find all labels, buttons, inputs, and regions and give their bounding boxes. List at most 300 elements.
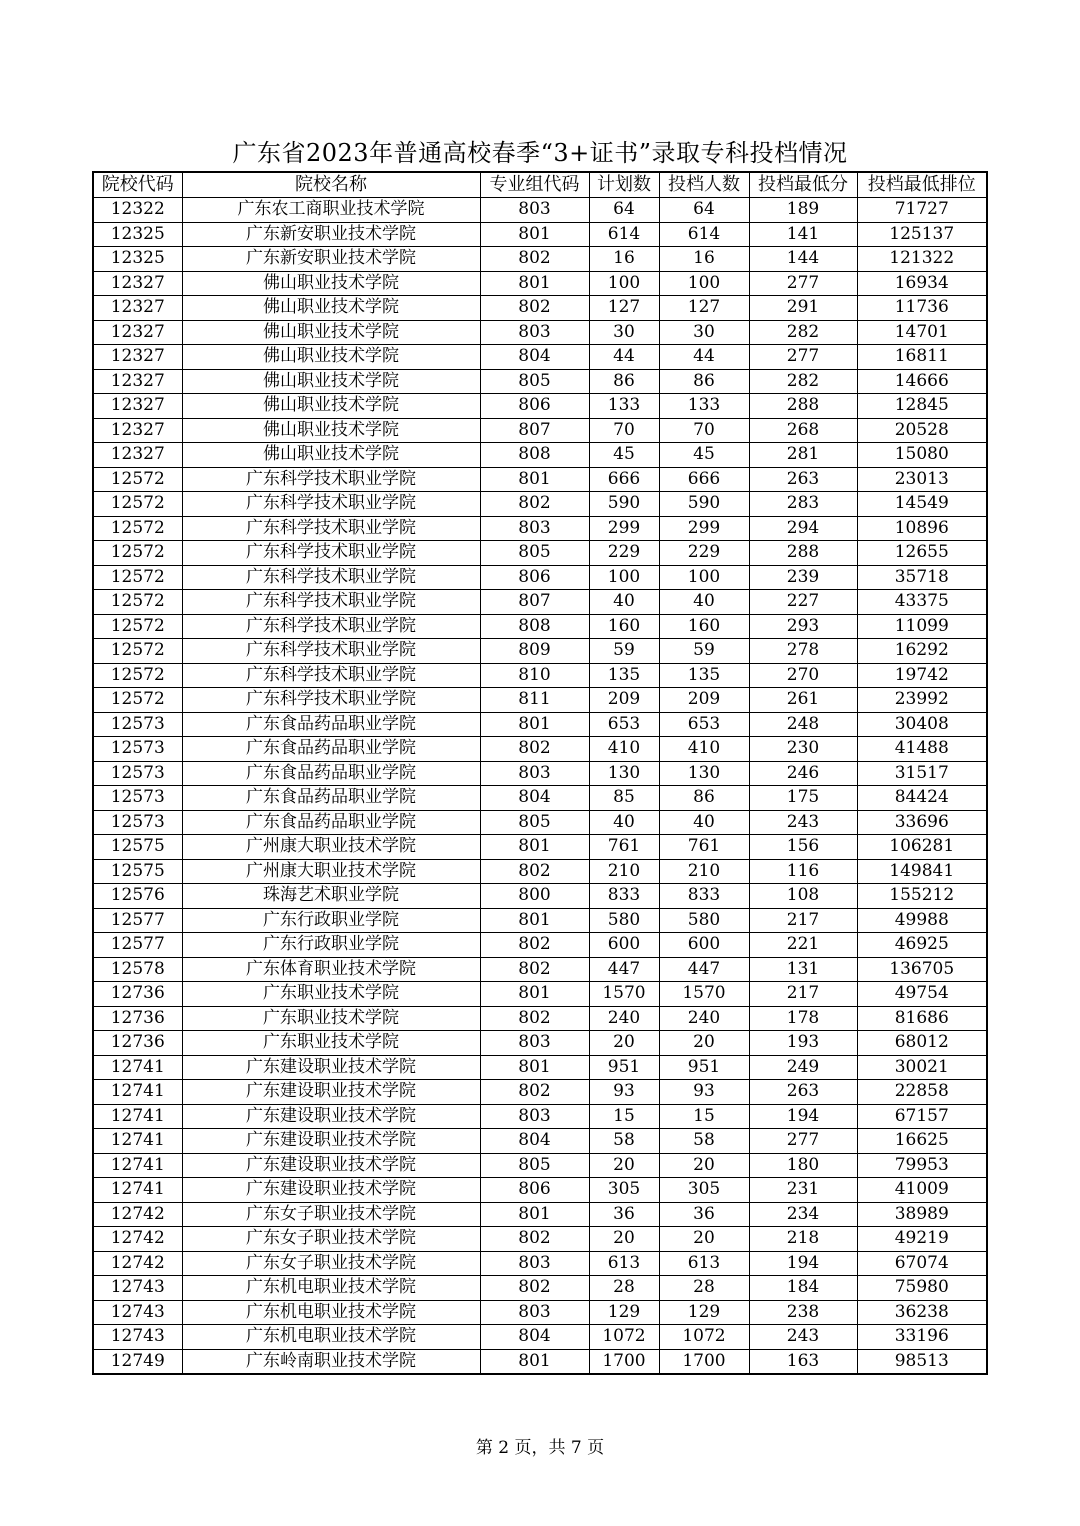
table-cell: 20 [589, 1153, 659, 1178]
table-cell: 805 [480, 1153, 589, 1178]
table-cell: 268 [749, 418, 857, 443]
table-cell: 666 [659, 467, 749, 492]
table-cell: 801 [480, 222, 589, 247]
table-cell: 广东科学技术职业学院 [182, 492, 480, 517]
table-row [93, 663, 987, 688]
table-cell: 12736 [93, 1006, 182, 1031]
table-row [93, 786, 987, 811]
table-cell: 613 [589, 1251, 659, 1276]
table-cell: 广东行政职业学院 [182, 908, 480, 933]
table-cell: 12572 [93, 516, 182, 541]
table-cell: 40 [659, 590, 749, 615]
table-cell: 22858 [857, 1080, 987, 1105]
table-cell: 58 [659, 1129, 749, 1154]
table-row [93, 1300, 987, 1325]
table-cell: 600 [659, 933, 749, 958]
table-cell: 12572 [93, 639, 182, 664]
table-cell: 40 [589, 810, 659, 835]
table-cell: 210 [589, 859, 659, 884]
table-cell: 600 [589, 933, 659, 958]
table-cell: 217 [749, 982, 857, 1007]
table-cell: 803 [480, 1251, 589, 1276]
table-cell: 801 [480, 908, 589, 933]
column-header: 院校代码 [93, 172, 182, 198]
table-cell: 12572 [93, 590, 182, 615]
table-cell: 240 [589, 1006, 659, 1031]
table-cell: 305 [589, 1178, 659, 1203]
table-cell: 293 [749, 614, 857, 639]
table-cell: 佛山职业技术学院 [182, 394, 480, 419]
table-cell: 12327 [93, 443, 182, 468]
table-cell: 36238 [857, 1300, 987, 1325]
table-cell: 803 [480, 1031, 589, 1056]
table-cell: 249 [749, 1055, 857, 1080]
table-cell: 12572 [93, 541, 182, 566]
table-cell: 广东建设职业技术学院 [182, 1055, 480, 1080]
table-cell: 116 [749, 859, 857, 884]
table-cell: 67074 [857, 1251, 987, 1276]
table-cell: 33696 [857, 810, 987, 835]
table-cell: 12572 [93, 565, 182, 590]
table-row [93, 1055, 987, 1080]
table-cell: 277 [749, 271, 857, 296]
table-row [93, 639, 987, 664]
table-cell: 41488 [857, 737, 987, 762]
table-cell: 194 [749, 1104, 857, 1129]
table-cell: 833 [659, 884, 749, 909]
table-row [93, 688, 987, 713]
table-cell: 278 [749, 639, 857, 664]
table-cell: 804 [480, 1129, 589, 1154]
table-cell: 广东女子职业技术学院 [182, 1202, 480, 1227]
table-cell: 270 [749, 663, 857, 688]
table-cell: 294 [749, 516, 857, 541]
table-cell: 广东科学技术职业学院 [182, 614, 480, 639]
table-cell: 12572 [93, 663, 182, 688]
table-cell: 100 [589, 565, 659, 590]
table-cell: 12573 [93, 737, 182, 762]
table-cell: 807 [480, 590, 589, 615]
table-cell: 263 [749, 1080, 857, 1105]
table-cell: 广州康大职业技术学院 [182, 859, 480, 884]
table-cell: 45 [589, 443, 659, 468]
table-cell: 178 [749, 1006, 857, 1031]
table-cell: 243 [749, 810, 857, 835]
table-row [93, 810, 987, 835]
table-row [93, 1325, 987, 1350]
table-cell: 804 [480, 786, 589, 811]
table-cell: 12327 [93, 394, 182, 419]
table-cell: 803 [480, 320, 589, 345]
table-row [93, 1349, 987, 1374]
table-cell: 20528 [857, 418, 987, 443]
table-cell: 803 [480, 761, 589, 786]
table-row [93, 1202, 987, 1227]
table-cell: 15 [659, 1104, 749, 1129]
table-cell: 67157 [857, 1104, 987, 1129]
table-cell: 184 [749, 1276, 857, 1301]
table-cell: 佛山职业技术学院 [182, 443, 480, 468]
table-cell: 156 [749, 835, 857, 860]
table-cell: 12325 [93, 247, 182, 272]
table-cell: 71727 [857, 198, 987, 223]
table-row [93, 198, 987, 223]
table-row [93, 1031, 987, 1056]
table-cell: 40 [659, 810, 749, 835]
table-cell: 14666 [857, 369, 987, 394]
table-cell: 佛山职业技术学院 [182, 418, 480, 443]
column-header: 计划数 [589, 172, 659, 198]
table-cell: 12743 [93, 1325, 182, 1350]
table-cell: 614 [589, 222, 659, 247]
table-cell: 240 [659, 1006, 749, 1031]
table-cell: 227 [749, 590, 857, 615]
table-cell: 佛山职业技术学院 [182, 271, 480, 296]
table-cell: 12572 [93, 467, 182, 492]
table-cell: 85 [589, 786, 659, 811]
table-row [93, 614, 987, 639]
table-cell: 86 [589, 369, 659, 394]
table-cell: 12327 [93, 296, 182, 321]
table-cell: 803 [480, 516, 589, 541]
table-cell: 45 [659, 443, 749, 468]
table-row [93, 369, 987, 394]
table-cell: 180 [749, 1153, 857, 1178]
table-cell: 590 [589, 492, 659, 517]
table-cell: 761 [659, 835, 749, 860]
table-cell: 68012 [857, 1031, 987, 1056]
table-cell: 广东体育职业技术学院 [182, 957, 480, 982]
page-footer: 第 2 页，共 7 页 [475, 1438, 605, 1458]
table-cell: 802 [480, 737, 589, 762]
table-cell: 广东科学技术职业学院 [182, 467, 480, 492]
table-cell: 43375 [857, 590, 987, 615]
table-cell: 801 [480, 982, 589, 1007]
table-cell: 广东食品药品职业学院 [182, 786, 480, 811]
table-cell: 809 [480, 639, 589, 664]
table-row [93, 737, 987, 762]
table-cell: 100 [659, 565, 749, 590]
table-row [93, 492, 987, 517]
table-cell: 广东科学技术职业学院 [182, 688, 480, 713]
table-cell: 12655 [857, 541, 987, 566]
table-cell: 803 [480, 1104, 589, 1129]
table-cell: 160 [659, 614, 749, 639]
table-cell: 144 [749, 247, 857, 272]
table-cell: 130 [589, 761, 659, 786]
table-cell: 141 [749, 222, 857, 247]
table-cell: 广东科学技术职业学院 [182, 541, 480, 566]
table-cell: 广东建设职业技术学院 [182, 1153, 480, 1178]
table-cell: 801 [480, 1349, 589, 1374]
table-cell: 30021 [857, 1055, 987, 1080]
table-cell: 802 [480, 492, 589, 517]
table-row [93, 296, 987, 321]
table-cell: 广东科学技术职业学院 [182, 516, 480, 541]
table-cell: 12573 [93, 761, 182, 786]
table-cell: 653 [659, 712, 749, 737]
table-cell: 802 [480, 1276, 589, 1301]
table-cell: 613 [659, 1251, 749, 1276]
table-cell: 807 [480, 418, 589, 443]
table-cell: 277 [749, 345, 857, 370]
table-cell: 802 [480, 957, 589, 982]
table-cell: 1570 [589, 982, 659, 1007]
table-cell: 佛山职业技术学院 [182, 320, 480, 345]
table-cell: 75980 [857, 1276, 987, 1301]
table-cell: 805 [480, 369, 589, 394]
table-cell: 243 [749, 1325, 857, 1350]
table-cell: 广东食品药品职业学院 [182, 737, 480, 762]
table-cell: 广东职业技术学院 [182, 1006, 480, 1031]
table-cell: 16625 [857, 1129, 987, 1154]
table-cell: 广东建设职业技术学院 [182, 1178, 480, 1203]
table-cell: 23992 [857, 688, 987, 713]
table-cell: 11736 [857, 296, 987, 321]
table-row [93, 761, 987, 786]
table-cell: 160 [589, 614, 659, 639]
table-cell: 16 [589, 247, 659, 272]
table-cell: 801 [480, 1202, 589, 1227]
table-cell: 64 [659, 198, 749, 223]
table-cell: 801 [480, 467, 589, 492]
column-header: 投档最低分 [749, 172, 857, 198]
table-cell: 193 [749, 1031, 857, 1056]
table-cell: 12573 [93, 712, 182, 737]
column-header: 院校名称 [182, 172, 480, 198]
table-cell: 12327 [93, 271, 182, 296]
table-cell: 802 [480, 296, 589, 321]
table-cell: 802 [480, 859, 589, 884]
table-cell: 803 [480, 198, 589, 223]
table-cell: 410 [659, 737, 749, 762]
table-cell: 1700 [589, 1349, 659, 1374]
table-row [93, 982, 987, 1007]
column-header: 投档人数 [659, 172, 749, 198]
table-cell: 281 [749, 443, 857, 468]
table-cell: 28 [589, 1276, 659, 1301]
table-cell: 10896 [857, 516, 987, 541]
table-cell: 23013 [857, 467, 987, 492]
table-cell: 133 [589, 394, 659, 419]
table-cell: 16934 [857, 271, 987, 296]
table-cell: 808 [480, 443, 589, 468]
table-cell: 106281 [857, 835, 987, 860]
table-cell: 20 [659, 1031, 749, 1056]
table-cell: 49219 [857, 1227, 987, 1252]
table-cell: 98513 [857, 1349, 987, 1374]
table-cell: 12572 [93, 492, 182, 517]
table-cell: 288 [749, 394, 857, 419]
table-cell: 447 [589, 957, 659, 982]
table-cell: 248 [749, 712, 857, 737]
table-cell: 广东科学技术职业学院 [182, 639, 480, 664]
table-row [93, 835, 987, 860]
table-cell: 33196 [857, 1325, 987, 1350]
table-cell: 133 [659, 394, 749, 419]
table-cell: 811 [480, 688, 589, 713]
table-cell: 761 [589, 835, 659, 860]
table-cell: 30 [659, 320, 749, 345]
table-cell: 12742 [93, 1227, 182, 1252]
table-cell: 209 [589, 688, 659, 713]
table-row [93, 271, 987, 296]
table-cell: 127 [589, 296, 659, 321]
table-cell: 1072 [589, 1325, 659, 1350]
table-cell: 189 [749, 198, 857, 223]
table-cell: 广东建设职业技术学院 [182, 1104, 480, 1129]
table-cell: 28 [659, 1276, 749, 1301]
table-cell: 806 [480, 565, 589, 590]
table-cell: 299 [659, 516, 749, 541]
table-cell: 282 [749, 369, 857, 394]
table-cell: 210 [659, 859, 749, 884]
table-cell: 590 [659, 492, 749, 517]
table-cell: 806 [480, 394, 589, 419]
table-cell: 佛山职业技术学院 [182, 369, 480, 394]
table-cell: 广东行政职业学院 [182, 933, 480, 958]
table-cell: 802 [480, 247, 589, 272]
table-cell: 221 [749, 933, 857, 958]
table-cell: 15 [589, 1104, 659, 1129]
table-cell: 802 [480, 1006, 589, 1031]
table-cell: 12736 [93, 1031, 182, 1056]
table-cell: 59 [589, 639, 659, 664]
table-row [93, 1080, 987, 1105]
table-row [93, 1178, 987, 1203]
table-cell: 231 [749, 1178, 857, 1203]
table-cell: 108 [749, 884, 857, 909]
table-cell: 12741 [93, 1129, 182, 1154]
table-cell: 广东机电职业技术学院 [182, 1276, 480, 1301]
table-cell: 121322 [857, 247, 987, 272]
table-cell: 59 [659, 639, 749, 664]
table-cell: 广东女子职业技术学院 [182, 1251, 480, 1276]
table-row [93, 590, 987, 615]
table-row [93, 565, 987, 590]
table-cell: 86 [659, 369, 749, 394]
table-cell: 238 [749, 1300, 857, 1325]
column-header: 专业组代码 [480, 172, 589, 198]
table-cell: 12578 [93, 957, 182, 982]
table-cell: 46925 [857, 933, 987, 958]
table-cell: 127 [659, 296, 749, 321]
table-cell: 44 [659, 345, 749, 370]
table-cell: 12741 [93, 1080, 182, 1105]
table-cell: 49988 [857, 908, 987, 933]
table-cell: 580 [589, 908, 659, 933]
table-cell: 81686 [857, 1006, 987, 1031]
table-row [93, 1153, 987, 1178]
table-cell: 149841 [857, 859, 987, 884]
table-cell: 14549 [857, 492, 987, 517]
table-cell: 广东女子职业技术学院 [182, 1227, 480, 1252]
table-cell: 447 [659, 957, 749, 982]
table-cell: 277 [749, 1129, 857, 1154]
table-cell: 广东建设职业技术学院 [182, 1129, 480, 1154]
table-cell: 广东科学技术职业学院 [182, 663, 480, 688]
table-row [93, 908, 987, 933]
table-cell: 珠海艺术职业学院 [182, 884, 480, 909]
table-cell: 801 [480, 712, 589, 737]
table-cell: 806 [480, 1178, 589, 1203]
table-cell: 广东科学技术职业学院 [182, 590, 480, 615]
table-cell: 79953 [857, 1153, 987, 1178]
table-cell: 1570 [659, 982, 749, 1007]
table-cell: 12327 [93, 320, 182, 345]
table-row [93, 1129, 987, 1154]
table-cell: 580 [659, 908, 749, 933]
table-row [93, 1276, 987, 1301]
table-cell: 广州康大职业技术学院 [182, 835, 480, 860]
table-cell: 58 [589, 1129, 659, 1154]
table-cell: 1072 [659, 1325, 749, 1350]
table-cell: 951 [659, 1055, 749, 1080]
table-cell: 305 [659, 1178, 749, 1203]
table-cell: 20 [659, 1153, 749, 1178]
table-header-row [93, 172, 987, 198]
table-cell: 70 [589, 418, 659, 443]
table-cell: 12742 [93, 1251, 182, 1276]
table-cell: 广东岭南职业技术学院 [182, 1349, 480, 1374]
table-cell: 129 [659, 1300, 749, 1325]
table-cell: 12743 [93, 1300, 182, 1325]
table-cell: 31517 [857, 761, 987, 786]
table-cell: 299 [589, 516, 659, 541]
table-cell: 951 [589, 1055, 659, 1080]
table-cell: 30408 [857, 712, 987, 737]
table-cell: 805 [480, 810, 589, 835]
table-cell: 广东农工商职业技术学院 [182, 198, 480, 223]
table-cell: 93 [659, 1080, 749, 1105]
table-cell: 15080 [857, 443, 987, 468]
table-cell: 217 [749, 908, 857, 933]
table-cell: 12845 [857, 394, 987, 419]
table-cell: 135 [659, 663, 749, 688]
table-row [93, 712, 987, 737]
table-cell: 131 [749, 957, 857, 982]
table-cell: 136705 [857, 957, 987, 982]
table-cell: 234 [749, 1202, 857, 1227]
table-cell: 12742 [93, 1202, 182, 1227]
table-cell: 810 [480, 663, 589, 688]
table-cell: 20 [589, 1227, 659, 1252]
table-cell: 广东食品药品职业学院 [182, 810, 480, 835]
table-cell: 12575 [93, 835, 182, 860]
table-cell: 12577 [93, 908, 182, 933]
table-cell: 12741 [93, 1178, 182, 1203]
table-row [93, 859, 987, 884]
table-body [93, 198, 987, 1375]
table-cell: 12749 [93, 1349, 182, 1374]
table-cell: 125137 [857, 222, 987, 247]
table-row [93, 1227, 987, 1252]
table-cell: 12573 [93, 786, 182, 811]
table-cell: 804 [480, 1325, 589, 1350]
table-cell: 35718 [857, 565, 987, 590]
table-cell: 12741 [93, 1055, 182, 1080]
table-cell: 653 [589, 712, 659, 737]
table-cell: 广东机电职业技术学院 [182, 1300, 480, 1325]
table-cell: 283 [749, 492, 857, 517]
table-cell: 30 [589, 320, 659, 345]
table-row [93, 516, 987, 541]
table-cell: 805 [480, 541, 589, 566]
table-cell: 广东新安职业技术学院 [182, 247, 480, 272]
table-cell: 14701 [857, 320, 987, 345]
table-cell: 20 [659, 1227, 749, 1252]
table-row [93, 394, 987, 419]
